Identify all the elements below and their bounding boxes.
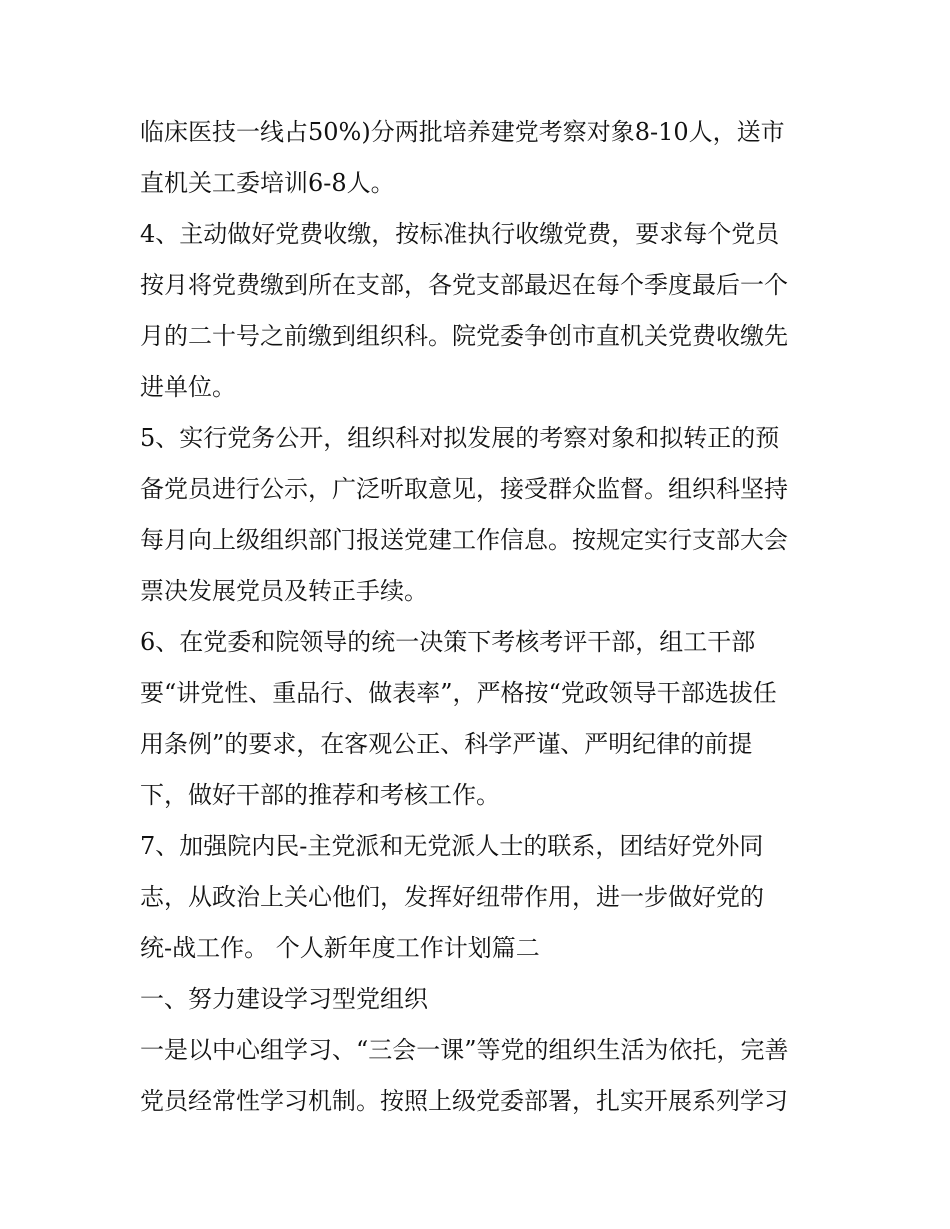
text-line: 按月将党费缴到所在支部，各党支部最迟在每个季度最后一个 bbox=[140, 271, 788, 299]
text-line: 用条例”的要求，在客观公正、科学严谨、严明纪律的前提 bbox=[140, 730, 753, 758]
text-line: 进单位。 bbox=[140, 373, 236, 401]
text-line: 一是以中心组学习、“三会一课”等党的组织生活为依托，完善 bbox=[140, 1036, 789, 1064]
text-line: 票决发展党员及转正手续。 bbox=[140, 577, 428, 605]
text-line: 要“讲党性、重品行、做表率”，严格按“党政领导干部选拔任 bbox=[140, 679, 777, 707]
text-line: 5、实行党务公开，组织科对拟发展的考察对象和拟转正的预 bbox=[140, 424, 780, 452]
text-line: 下，做好干部的推荐和考核工作。 bbox=[140, 781, 500, 809]
text-line: 月的二十号之前缴到组织科。院党委争创市直机关党费收缴先 bbox=[140, 322, 788, 350]
text-line: 临床医技一线占50%)分两批培养建党考察对象8-10人，送市 bbox=[140, 118, 785, 146]
text-line: 4、主动做好党费收缴，按标准执行收缴党费，要求每个党员 bbox=[140, 220, 780, 248]
text-line: 7、加强院内民-主党派和无党派人士的联系，团结好党外同 bbox=[140, 832, 764, 860]
text-line: 备党员进行公示，广泛听取意见，接受群众监督。组织科坚持 bbox=[140, 475, 788, 503]
text-line: 直机关工委培训6-8人。 bbox=[140, 169, 395, 197]
text-line: 每月向上级组织部门报送党建工作信息。按规定实行支部大会 bbox=[140, 526, 788, 554]
document-body bbox=[140, 107, 830, 1127]
text-line: 党员经常性学习机制。按照上级党委部署，扎实开展系列学习 bbox=[140, 1087, 788, 1115]
text-line: 6、在党委和院领导的统一决策下考核考评干部，组工干部 bbox=[140, 628, 756, 656]
text-line: 志，从政治上关心他们，发挥好纽带作用，进一步做好党的 bbox=[140, 883, 764, 911]
section-heading: 一、努力建设学习型党组织 bbox=[140, 985, 428, 1013]
text-line: 统-战工作。 个人新年度工作计划篇二 bbox=[140, 934, 540, 962]
